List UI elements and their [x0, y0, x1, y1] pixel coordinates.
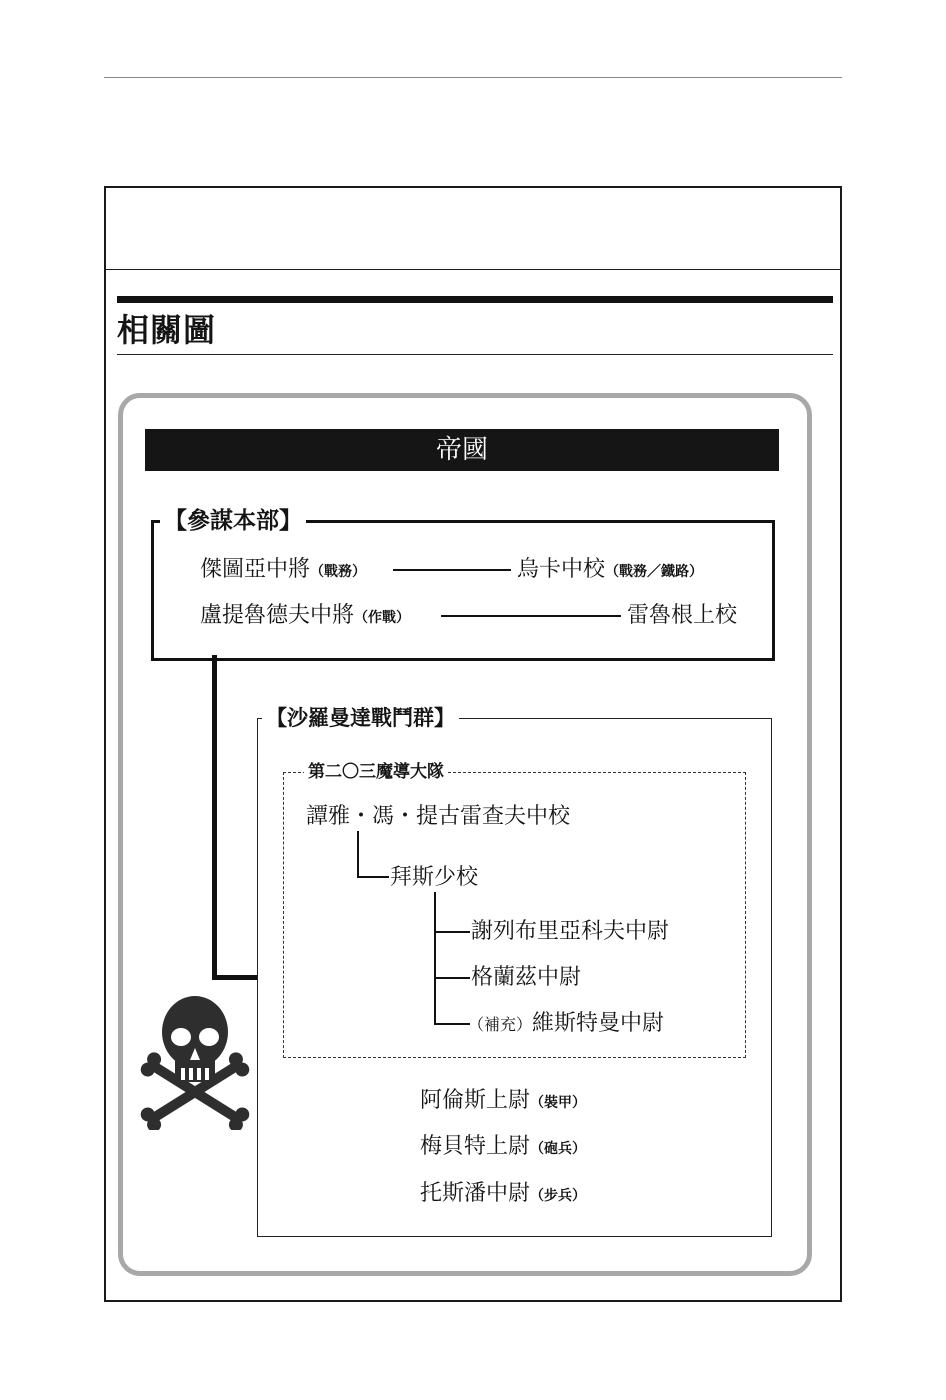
staff-row-1-left: [200, 556, 366, 586]
page-title: 相關圖: [117, 311, 217, 349]
member-name: 格蘭茲中尉: [471, 965, 582, 990]
tree-line: [434, 977, 470, 979]
general-staff-label: 【參謀本部】: [160, 506, 306, 536]
member-name: 維斯特曼中尉: [532, 1011, 665, 1036]
member-name: 謝列布里亞科夫中尉: [471, 919, 670, 944]
member-prefix: （補充）: [468, 1015, 533, 1034]
staff-row-2-right: [627, 602, 737, 630]
tree-line: [434, 1023, 470, 1025]
staff-role: （戰務／鐵路）: [605, 564, 704, 580]
tree-line: [357, 831, 359, 877]
skull-and-crossbones-icon: [140, 990, 250, 1130]
staff-name: 烏卡中校: [517, 557, 606, 582]
tree-line: [357, 876, 389, 878]
staff-name: 傑圖亞中將: [200, 557, 311, 582]
tree-line: [434, 931, 470, 933]
officer-name: 托斯潘中尉: [420, 1181, 531, 1206]
title-bar: [117, 296, 833, 303]
tree-line: [434, 892, 436, 1023]
connector-line: [441, 615, 621, 617]
battalion-label: 第二〇三魔導大隊: [304, 761, 448, 783]
battalion-commander: 譚雅・馮・提古雷查夫中校: [306, 804, 571, 829]
connector-line: [393, 569, 511, 571]
staff-row-2-left: [200, 602, 410, 632]
staff-name: 雷魯根上校: [627, 603, 738, 628]
battalion-member: [468, 1010, 664, 1039]
hq-connector-horizontal: [212, 975, 258, 980]
staff-name: 盧提魯德夫中將: [200, 603, 355, 628]
header-rule: [104, 77, 842, 78]
battle-group-label: 【沙羅曼達戰鬥群】: [262, 704, 459, 732]
general-staff-box: [151, 520, 775, 661]
empire-header: 帝國: [145, 429, 779, 471]
battalion-member: [471, 918, 669, 946]
officer-name: 梅貝特上尉: [420, 1134, 531, 1159]
battalion-member: [471, 964, 581, 992]
officer-role: （砲兵）: [530, 1141, 587, 1157]
hq-connector-vertical: [212, 655, 217, 980]
group-officer: [420, 1133, 586, 1163]
battalion-deputy: 拜斯少校: [390, 865, 479, 890]
officer-role: （裝甲）: [530, 1095, 587, 1111]
group-officer: [420, 1087, 586, 1117]
staff-row-1-right: [517, 556, 703, 586]
officer-name: 阿倫斯上尉: [420, 1088, 531, 1113]
officer-role: （步兵）: [530, 1188, 587, 1204]
group-officer: [420, 1180, 586, 1210]
staff-role: （戰務）: [310, 564, 367, 580]
title-rule: [117, 354, 833, 355]
staff-role: （作戰）: [354, 610, 411, 626]
frame-divider: [104, 269, 842, 270]
